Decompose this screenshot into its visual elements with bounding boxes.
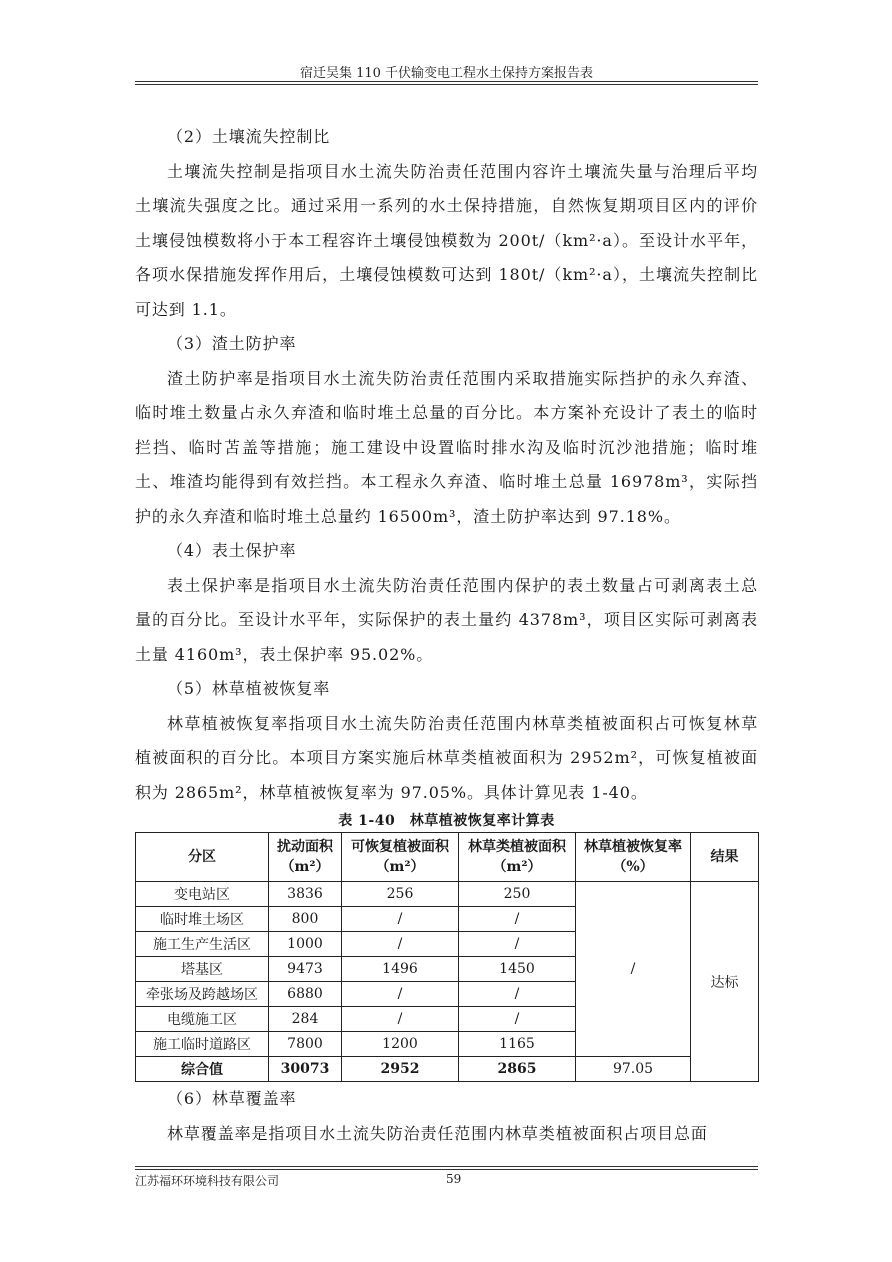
footer-company: 江苏福环环境科技有限公司: [135, 1174, 280, 1188]
cell-disturb: 3836: [269, 882, 342, 907]
cell-vegetation: /: [459, 1007, 576, 1032]
cell-recoverable: /: [342, 982, 459, 1007]
cell-disturb: 800: [269, 907, 342, 932]
section-heading-soil-loss-ratio: （2）土壤流失控制比: [167, 127, 331, 146]
cell-vegetation: 1450: [459, 957, 576, 982]
table-caption: 表 1-40 林草植被恢复率计算表: [338, 813, 555, 829]
page-header-title: 宿迁吴集 110 千伏输变电工程水土保持方案报告表: [299, 66, 594, 81]
vegetation-recovery-table: [135, 832, 759, 1082]
section-heading-vegetation-recovery: （5）林草植被恢复率: [167, 679, 331, 698]
header-vegetation-area: 林草类植被面积 （m²）: [459, 833, 576, 882]
header-rule-thin: [135, 84, 758, 85]
cell-vegetation: /: [459, 982, 576, 1007]
header-recoverable-area: 可恢复植被面积 （m²）: [342, 833, 459, 882]
footer-rule-thin: [135, 1166, 758, 1167]
page-number: 59: [446, 1172, 462, 1186]
table-header-row: [136, 833, 759, 882]
footer-rule: [135, 1169, 758, 1170]
header-result: 结果: [691, 833, 759, 882]
cell-zone: 施工临时道路区: [136, 1032, 269, 1057]
cell-vegetation: /: [459, 907, 576, 932]
cell-zone: 塔基区: [136, 957, 269, 982]
cell-disturb: 1000: [269, 932, 342, 957]
document-body: [135, 120, 758, 1151]
section-heading-topsoil-protection: （4）表土保护率: [167, 541, 297, 560]
cell-zone: 电缆施工区: [136, 1007, 269, 1032]
cell-disturb: 9473: [269, 957, 342, 982]
cell-rate-merged: /: [576, 882, 691, 1057]
section-heading-spoil-protection: （3）渣土防护率: [167, 334, 297, 353]
cell-recoverable: 256: [342, 882, 459, 907]
cell-total-disturb: 30073: [269, 1057, 342, 1082]
cell-vegetation: /: [459, 932, 576, 957]
header-disturb-area: 扰动面积 （m²）: [269, 833, 342, 882]
cell-vegetation: 1165: [459, 1032, 576, 1057]
cell-disturb: 284: [269, 1007, 342, 1032]
cell-disturb: 6880: [269, 982, 342, 1007]
cell-recoverable: /: [342, 907, 459, 932]
header-rule: [135, 81, 758, 82]
cell-recoverable: 1496: [342, 957, 459, 982]
section-body-spoil-protection: 渣土防护率是指项目水土流失防治责任范围内采取措施实际挡护的永久弃渣、临时堆土数量占永久弃渣和临时堆土总量的百分比。本方案补充设计了表土的临时拦挡、临时苫盖等措施；施工建设中设置临时排水沟及临时沉沙池措施；临时堆土、堆渣均能得到有效拦挡。本工程永久弃渣、临时堆土总量 16978m³，实际挡护的永久弃渣和临时堆土总量约 16500m³，渣土防护率达到 97.18%。: [135, 368, 758, 526]
section-body-forest-coverage: 林草覆盖率是指项目水土流失防治责任范围内林草类植被面积占项目总面: [167, 1123, 708, 1143]
table-row: [136, 882, 759, 907]
cell-total-recoverable: 2952: [342, 1057, 459, 1082]
cell-total-rate: 97.05: [576, 1057, 691, 1082]
section-body-soil-loss-ratio: 土壤流失控制是指项目水土流失防治责任范围内容许土壤流失量与治理后平均土壤流失强度之比。通过采用一系列的水土保持措施，自然恢复期项目区内的评价土壤侵蚀模数将小于本工程容许土壤侵蚀模数为 200t/（km²·a）。至设计水平年，各项水保措施发挥作用后，土壤侵蚀模数可达到 180t/（km²·a），土壤流失控制比可达到 1.1。: [135, 161, 758, 319]
header-zone: 分区: [136, 833, 269, 882]
cell-recoverable: 1200: [342, 1032, 459, 1057]
cell-recoverable: /: [342, 932, 459, 957]
cell-vegetation: 250: [459, 882, 576, 907]
cell-total-vegetation: 2865: [459, 1057, 576, 1082]
cell-zone: 临时堆土场区: [136, 907, 269, 932]
cell-result: 达标: [691, 882, 759, 1082]
cell-zone: 变电站区: [136, 882, 269, 907]
table-total-row: [136, 1057, 759, 1082]
cell-zone: 牵张场及跨越场区: [136, 982, 269, 1007]
cell-disturb: 7800: [269, 1032, 342, 1057]
cell-zone: 施工生产生活区: [136, 932, 269, 957]
header-recovery-rate: 林草植被恢复率 （%）: [576, 833, 691, 882]
section-body-topsoil-protection: 表土保护率是指项目水土流失防治责任范围内保护的表土数量占可剥离表土总量的百分比。至设计水平年，实际保护的表土量约 4378m³，项目区实际可剥离表土量 4160m³，表土保护率 95.02%。: [135, 575, 758, 664]
cell-recoverable: /: [342, 1007, 459, 1032]
cell-total-zone: 综合值: [136, 1057, 269, 1082]
section-heading-forest-coverage: （6）林草覆盖率: [167, 1089, 297, 1108]
section-body-vegetation-recovery: 林草植被恢复率指项目水土流失防治责任范围内林草类植被面积占可恢复林草植被面积的百分比。本项目方案实施后林草类植被面积为 2952m²，可恢复植被面积为 2865m²，林草植被恢复率为 97.05%。具体计算见表 1-40。: [135, 713, 758, 802]
